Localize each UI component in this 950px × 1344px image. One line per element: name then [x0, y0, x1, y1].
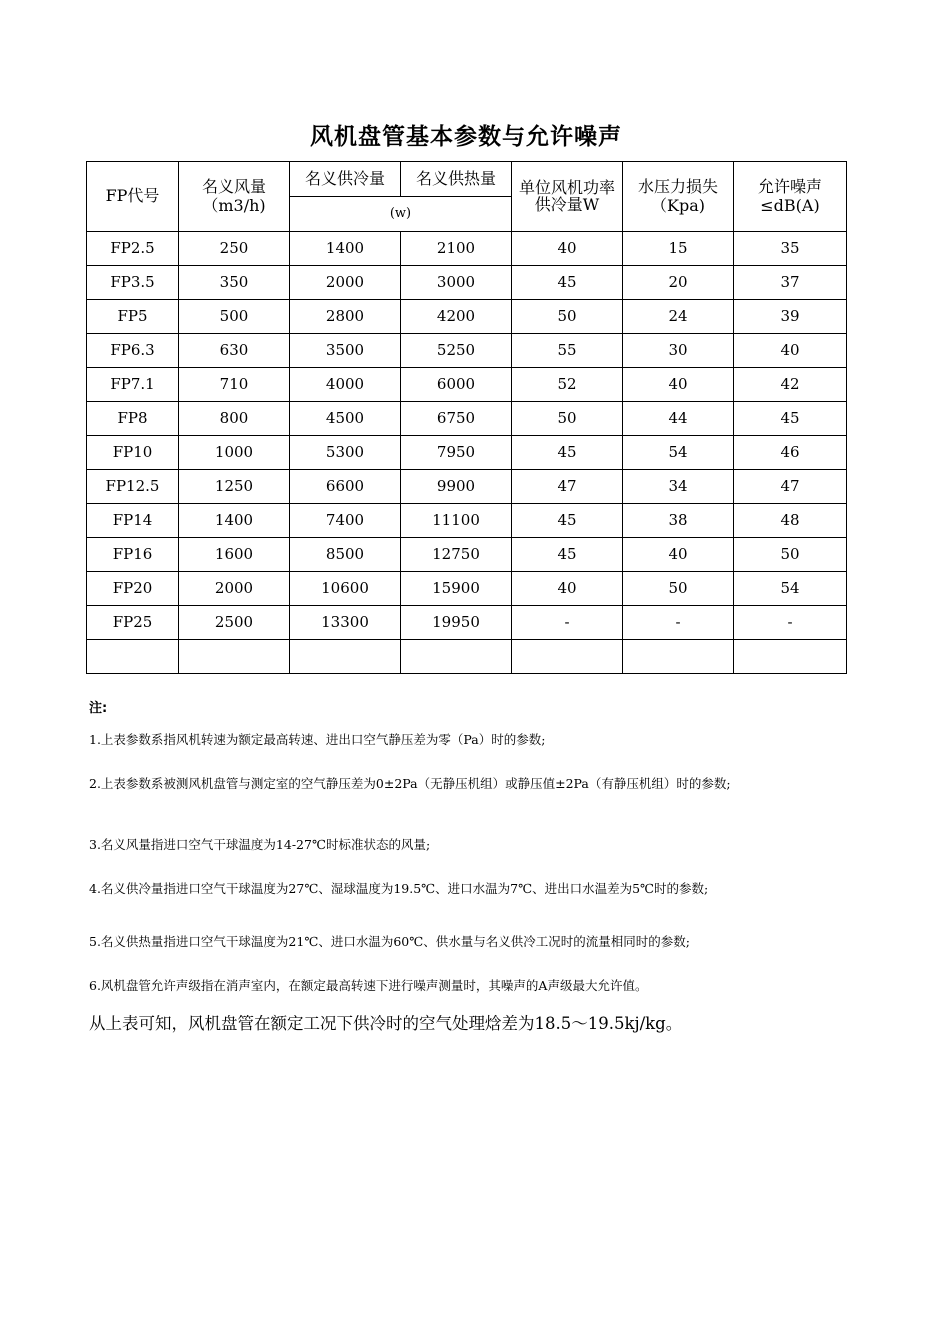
cell-fan: 45: [512, 266, 623, 300]
cell-water: -: [623, 606, 734, 640]
cell-code: FP7.1: [87, 368, 179, 402]
table-row-empty: [87, 640, 847, 674]
cell-water: 30: [623, 334, 734, 368]
cell-code: FP16: [87, 538, 179, 572]
parameter-table: [86, 161, 847, 674]
cell-noise: 46: [734, 436, 847, 470]
cell-airflow: 1000: [179, 436, 290, 470]
cell-heating: 12750: [401, 538, 512, 572]
cell-cooling: 4500: [290, 402, 401, 436]
cell-airflow: 1600: [179, 538, 290, 572]
cell-heating: 15900: [401, 572, 512, 606]
cell-airflow: 2500: [179, 606, 290, 640]
header-code: FP代号: [87, 162, 179, 232]
cell-noise: 54: [734, 572, 847, 606]
table-row: [87, 504, 847, 538]
header-fan-power: 单位风机功率供冷量W: [512, 162, 623, 232]
cell-heating: 6750: [401, 402, 512, 436]
cell-empty: [734, 640, 847, 674]
cell-noise: 35: [734, 232, 847, 266]
cell-empty: [623, 640, 734, 674]
cell-empty: [512, 640, 623, 674]
cell-code: FP10: [87, 436, 179, 470]
table-row: [87, 572, 847, 606]
cell-code: FP14: [87, 504, 179, 538]
conclusion-text: 从上表可知，风机盘管在额定工况下供冷时的空气处理焓差为18.5～19.5kj/kg。: [89, 1014, 683, 1033]
table-row: [87, 606, 847, 640]
cell-cooling: 4000: [290, 368, 401, 402]
cell-cooling: 13300: [290, 606, 401, 640]
cell-noise: 48: [734, 504, 847, 538]
cell-code: FP6.3: [87, 334, 179, 368]
cell-code: FP20: [87, 572, 179, 606]
cell-water: 34: [623, 470, 734, 504]
cell-cooling: 5300: [290, 436, 401, 470]
cell-heating: 9900: [401, 470, 512, 504]
cell-noise: 42: [734, 368, 847, 402]
cell-airflow: 350: [179, 266, 290, 300]
cell-airflow: 800: [179, 402, 290, 436]
cell-cooling: 1400: [290, 232, 401, 266]
cell-water: 24: [623, 300, 734, 334]
cell-heating: 7950: [401, 436, 512, 470]
cell-water: 40: [623, 368, 734, 402]
cell-airflow: 250: [179, 232, 290, 266]
page-title: 风机盘管基本参数与允许噪声: [310, 124, 622, 150]
header-airflow: 名义风量（m3/h): [179, 162, 290, 232]
cell-cooling: 7400: [290, 504, 401, 538]
table-row: [87, 300, 847, 334]
cell-water: 54: [623, 436, 734, 470]
cell-fan: 45: [512, 436, 623, 470]
cell-fan: 45: [512, 538, 623, 572]
cell-empty: [87, 640, 179, 674]
cell-fan: 40: [512, 572, 623, 606]
cell-airflow: 2000: [179, 572, 290, 606]
note-1: 1.上表参数系指风机转速为额定最高转速、进出口空气静压差为零（Pa）时的参数;: [89, 732, 546, 747]
table-header-row: [87, 162, 847, 197]
cell-code: FP25: [87, 606, 179, 640]
notes-heading: 注:: [89, 701, 108, 716]
note-6: 6.风机盘管允许声级指在消声室内，在额定最高转速下进行噪声测量时，其噪声的A声级最大允许值。: [89, 978, 648, 993]
table-row: [87, 232, 847, 266]
cell-airflow: 500: [179, 300, 290, 334]
header-noise: 允许噪声≤dB(A): [734, 162, 847, 232]
table-row: [87, 436, 847, 470]
header-heating: 名义供热量: [401, 162, 512, 197]
cell-water: 38: [623, 504, 734, 538]
cell-noise: 45: [734, 402, 847, 436]
cell-fan: 50: [512, 300, 623, 334]
cell-water: 50: [623, 572, 734, 606]
cell-heating: 6000: [401, 368, 512, 402]
cell-cooling: 10600: [290, 572, 401, 606]
header-cooling: 名义供冷量: [290, 162, 401, 197]
cell-fan: -: [512, 606, 623, 640]
cell-heating: 4200: [401, 300, 512, 334]
cell-fan: 50: [512, 402, 623, 436]
cell-cooling: 6600: [290, 470, 401, 504]
cell-water: 44: [623, 402, 734, 436]
cell-noise: -: [734, 606, 847, 640]
cell-water: 40: [623, 538, 734, 572]
cell-fan: 47: [512, 470, 623, 504]
cell-water: 20: [623, 266, 734, 300]
cell-noise: 39: [734, 300, 847, 334]
cell-noise: 50: [734, 538, 847, 572]
note-2: 2.上表参数系被测风机盘管与测定室的空气静压差为0±2Pa（无静压机组）或静压值±2Pa（有静压机组）时的参数;: [89, 776, 731, 791]
table-row: [87, 470, 847, 504]
cell-heating: 5250: [401, 334, 512, 368]
cell-heating: 11100: [401, 504, 512, 538]
cell-code: FP2.5: [87, 232, 179, 266]
cell-cooling: 2800: [290, 300, 401, 334]
cell-empty: [179, 640, 290, 674]
header-water-loss: 水压力损失（Kpa): [623, 162, 734, 232]
table-row: [87, 402, 847, 436]
cell-heating: 19950: [401, 606, 512, 640]
cell-fan: 40: [512, 232, 623, 266]
table-row: [87, 368, 847, 402]
table-row: [87, 266, 847, 300]
cell-empty: [290, 640, 401, 674]
cell-fan: 52: [512, 368, 623, 402]
cell-code: FP8: [87, 402, 179, 436]
cell-airflow: 1400: [179, 504, 290, 538]
cell-heating: 3000: [401, 266, 512, 300]
cell-airflow: 630: [179, 334, 290, 368]
cell-airflow: 1250: [179, 470, 290, 504]
cell-noise: 47: [734, 470, 847, 504]
cell-noise: 37: [734, 266, 847, 300]
cell-cooling: 8500: [290, 538, 401, 572]
table-row: [87, 538, 847, 572]
cell-code: FP5: [87, 300, 179, 334]
cell-empty: [401, 640, 512, 674]
cell-water: 15: [623, 232, 734, 266]
note-5: 5.名义供热量指进口空气干球温度为21℃、进口水温为60℃、供水量与名义供冷工况时的流量相同时的参数;: [89, 934, 690, 949]
note-3: 3.名义风量指进口空气干球温度为14-27℃时标准状态的风量;: [89, 837, 431, 852]
cell-noise: 40: [734, 334, 847, 368]
note-4: 4.名义供冷量指进口空气干球温度为27℃、湿球温度为19.5℃、进口水温为7℃、进出口水温差为5℃时的参数;: [89, 881, 709, 896]
cell-cooling: 2000: [290, 266, 401, 300]
cell-code: FP12.5: [87, 470, 179, 504]
cell-cooling: 3500: [290, 334, 401, 368]
cell-fan: 45: [512, 504, 623, 538]
cell-fan: 55: [512, 334, 623, 368]
cell-code: FP3.5: [87, 266, 179, 300]
header-unit: (w): [290, 197, 512, 232]
cell-airflow: 710: [179, 368, 290, 402]
table-row: [87, 334, 847, 368]
cell-heating: 2100: [401, 232, 512, 266]
